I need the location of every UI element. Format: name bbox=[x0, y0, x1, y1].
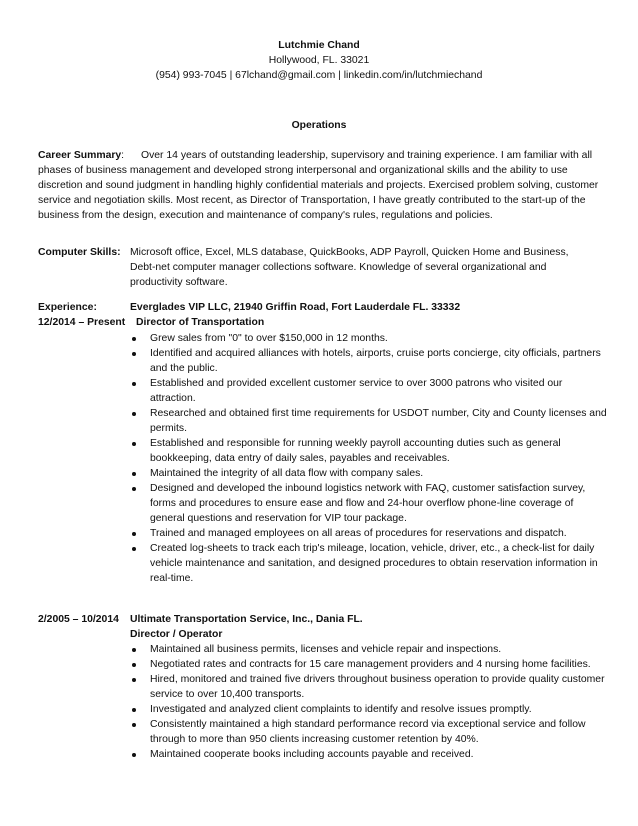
career-summary-text-wrap bbox=[38, 148, 604, 223]
job-2-company: Ultimate Transportation Service, Inc., Dania FL. bbox=[130, 614, 363, 625]
job-2-dates: 2/2005 – 10/2014 bbox=[38, 614, 119, 625]
list-item: Consistently maintained a high standard performance record via exceptional service and follow through to more than 950 clients increasing customer retention by 40%. bbox=[130, 717, 608, 747]
objective-heading: Operations bbox=[291, 120, 347, 131]
candidate-name: Lutchmie Chand bbox=[278, 40, 360, 51]
list-item: Established and responsible for running weekly payroll accounting duties such as general bookkeeping, data entry of daily sales, payables and receivables. bbox=[130, 436, 608, 466]
career-summary-label-wrap: Career Summary: bbox=[38, 150, 125, 161]
candidate-contact: (954) 993-7045 | 67lchand@gmail.com | linkedin.com/in/lutchmiechand bbox=[155, 70, 483, 81]
job-2-title: Director / Operator bbox=[130, 629, 223, 640]
job-1-dates: 12/2014 – Present bbox=[38, 317, 126, 328]
list-item: Investigated and analyzed client complaints to identify and resolve issues promptly. bbox=[130, 702, 608, 717]
career-summary-label: Career Summary bbox=[38, 150, 122, 161]
job-1-company: Everglades VIP LLC, 21940 Griffin Road, Fort Lauderdale FL. 33332 bbox=[130, 302, 461, 313]
job-1-bullets bbox=[130, 331, 608, 586]
candidate-location: Hollywood, FL. 33021 bbox=[268, 55, 370, 66]
list-item: Maintained the integrity of all data flow with company sales. bbox=[130, 466, 608, 481]
list-item: Established and provided excellent customer service to over 3000 patrons who visited our attraction. bbox=[130, 376, 608, 406]
computer-skills-label: Computer Skills: bbox=[38, 247, 121, 258]
list-item: Maintained all business permits, licenses and vehicle repair and inspections. bbox=[130, 642, 608, 657]
list-item: Trained and managed employees on all areas of procedures for reservations and dispatch. bbox=[130, 526, 608, 541]
computer-skills-text: Microsoft office, Excel, MLS database, QuickBooks, ADP Payroll, Quicken Home and Business, Debt-net computer manager collections software. Knowledge of several organizational and productivity software. bbox=[130, 247, 569, 288]
job-1-title: Director of Transportation bbox=[136, 317, 265, 328]
list-item: Designed and developed the inbound logistics network with FAQ, customer satisfaction survey, forms and procedures to ensure ease and flow and 24-hour overflow phone-line coverage of general questions and reservation for VIP tour package. bbox=[130, 481, 608, 526]
list-item: Maintained cooperate books including accounts payable and received. bbox=[130, 747, 608, 762]
list-item: Identified and acquired alliances with hotels, airports, cruise ports concierge, city officials, partners and the public. bbox=[130, 346, 608, 376]
experience-label: Experience: bbox=[38, 302, 97, 313]
list-item: Created log-sheets to track each trip's mileage, location, vehicle, driver, etc., a check-list for daily vehicle maintenance and sanitation, and designed procedures to obtain reservation information in real-time. bbox=[130, 541, 608, 586]
list-item: Researched and obtained first time requirements for USDOT number, City and County licenses and permits. bbox=[130, 406, 608, 436]
job-2-bullets bbox=[130, 642, 608, 762]
career-summary-text: Over 14 years of outstanding leadership, supervisory and training experience. I am familiar with all phases of business management and developed strong interpersonal and organizational skills and the ability to use discretion and sound judgment in handling highly confidential materials and projects. Exercised problem solving, customer service and negotiation skills. Most recent, as Director of Transportation, I have greatly contributed to the start-up of the business from the design, execution and maintenance of company's rules, regulations and policies. bbox=[38, 150, 599, 221]
list-item: Negotiated rates and contracts for 15 care management providers and 4 nursing home facilities. bbox=[130, 657, 608, 672]
list-item: Hired, monitored and trained five drivers throughout business operation to provide quality customer service to over 10,400 transports. bbox=[130, 672, 608, 702]
list-item: Grew sales from "0" to over $150,000 in 12 months. bbox=[130, 331, 608, 346]
